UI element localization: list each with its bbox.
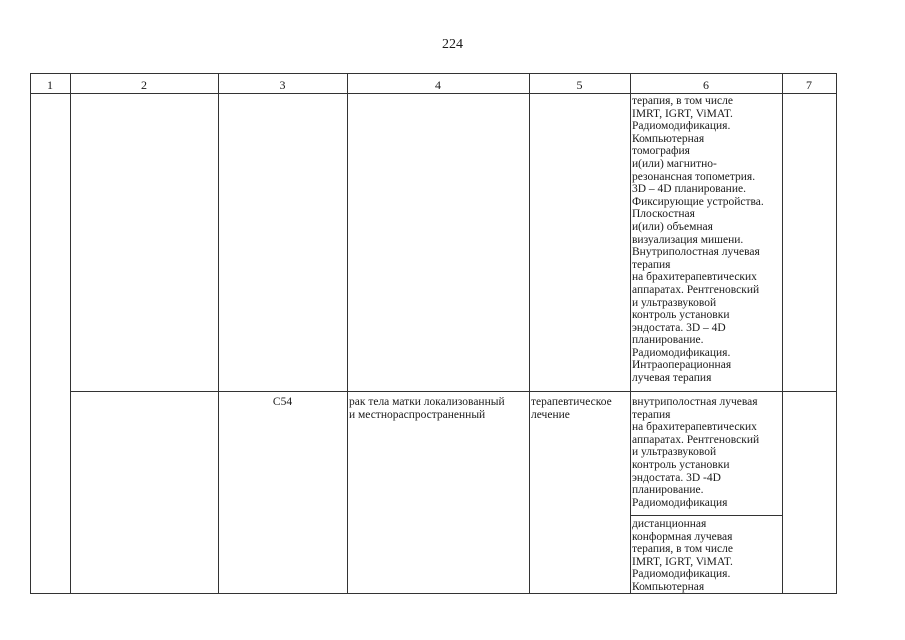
- header-col-4: 4: [435, 78, 441, 92]
- text-line: терапия: [632, 408, 671, 421]
- text-line: эндостата. 3D -4D: [632, 471, 721, 484]
- col-border-6-7: [782, 73, 783, 594]
- text-line: Интраоперационная: [632, 359, 732, 372]
- header-col-7: 7: [806, 78, 812, 92]
- text-line: эндостата. 3D – 4D: [632, 321, 726, 334]
- text-line: Радиомодификация.: [632, 120, 731, 133]
- col6-subrow-separator: [631, 515, 782, 516]
- text-line: и ультразвуковой: [632, 296, 717, 309]
- text-line: 3D – 4D планирование.: [632, 183, 746, 196]
- text-line: планирование.: [632, 334, 704, 347]
- text-line: дистанционная: [632, 518, 707, 530]
- c54-col3-code: C54: [272, 396, 293, 408]
- text-line: лучевая терапия: [632, 372, 712, 385]
- text-line: конформная лучевая: [632, 530, 733, 543]
- text-line: контроль установки: [632, 458, 730, 471]
- text-line: терапия, в том числе: [632, 95, 733, 107]
- text-line: аппаратах. Рентгеновский: [632, 433, 760, 446]
- col-border-3-4: [347, 73, 348, 594]
- text-line: терапия: [632, 258, 671, 271]
- text-line: и(или) магнитно-: [632, 157, 717, 170]
- text-line: Радиомодификация: [632, 496, 728, 509]
- text-line: терапия, в том числе: [632, 543, 733, 556]
- text-line: лечение: [531, 408, 570, 421]
- col-border-4-5: [529, 73, 530, 594]
- text-line: на брахитерапевтических: [632, 271, 757, 284]
- text-line: Внутриполостная лучевая: [632, 246, 760, 259]
- text-line: Фиксирующие устройства.: [632, 195, 764, 208]
- text-line: томография: [632, 145, 690, 158]
- table-top-border: [30, 73, 837, 74]
- text-line: IMRT, IGRT, ViMAT.: [632, 555, 733, 568]
- header-col-2: 2: [141, 78, 147, 92]
- header-col-6: 6: [703, 78, 709, 92]
- text-line: и ультразвуковой: [632, 446, 717, 459]
- col-border-right: [836, 73, 837, 594]
- text-line: визуализация мишени.: [632, 233, 744, 246]
- text-line: IMRT, IGRT, ViMAT.: [632, 107, 733, 120]
- col-border-5-6: [630, 73, 631, 594]
- continuation-col6-text: [632, 95, 782, 385]
- text-line: терапевтическое: [531, 396, 612, 408]
- text-line: и местнораспространенный: [349, 408, 486, 421]
- col-border-left: [30, 73, 31, 594]
- header-col-1: 1: [47, 78, 53, 92]
- c54-col4-diagnosis: [349, 396, 529, 421]
- text-line: Радиомодификация.: [632, 568, 731, 581]
- row-separator: [70, 391, 837, 392]
- header-col-3: 3: [279, 78, 286, 92]
- page-number: 224: [442, 37, 463, 52]
- c54-col6-method-b: [632, 518, 782, 594]
- text-line: и(или) объемная: [632, 220, 713, 233]
- c54-col5-treatment-type: [531, 396, 630, 421]
- text-line: контроль установки: [632, 309, 730, 322]
- header-separator: [30, 93, 837, 94]
- text-line: аппаратах. Рентгеновский: [632, 283, 760, 296]
- text-line: Радиомодификация.: [632, 346, 731, 359]
- text-line: рак тела матки локализованный: [349, 396, 505, 408]
- text-line: планирование.: [632, 484, 704, 497]
- text-line: Компьютерная: [632, 132, 705, 145]
- text-line: Компьютерная: [632, 580, 705, 593]
- text-line: внутриполостная лучевая: [632, 396, 758, 408]
- c54-col6-method-a: [632, 396, 782, 509]
- col-border-1-2: [70, 73, 71, 594]
- col-border-2-3: [218, 73, 219, 594]
- text-line: на брахитерапевтических: [632, 421, 757, 434]
- text-line: резонансная топометрия.: [632, 170, 756, 183]
- text-line: Плоскостная: [632, 208, 695, 221]
- header-col-5: 5: [576, 78, 583, 92]
